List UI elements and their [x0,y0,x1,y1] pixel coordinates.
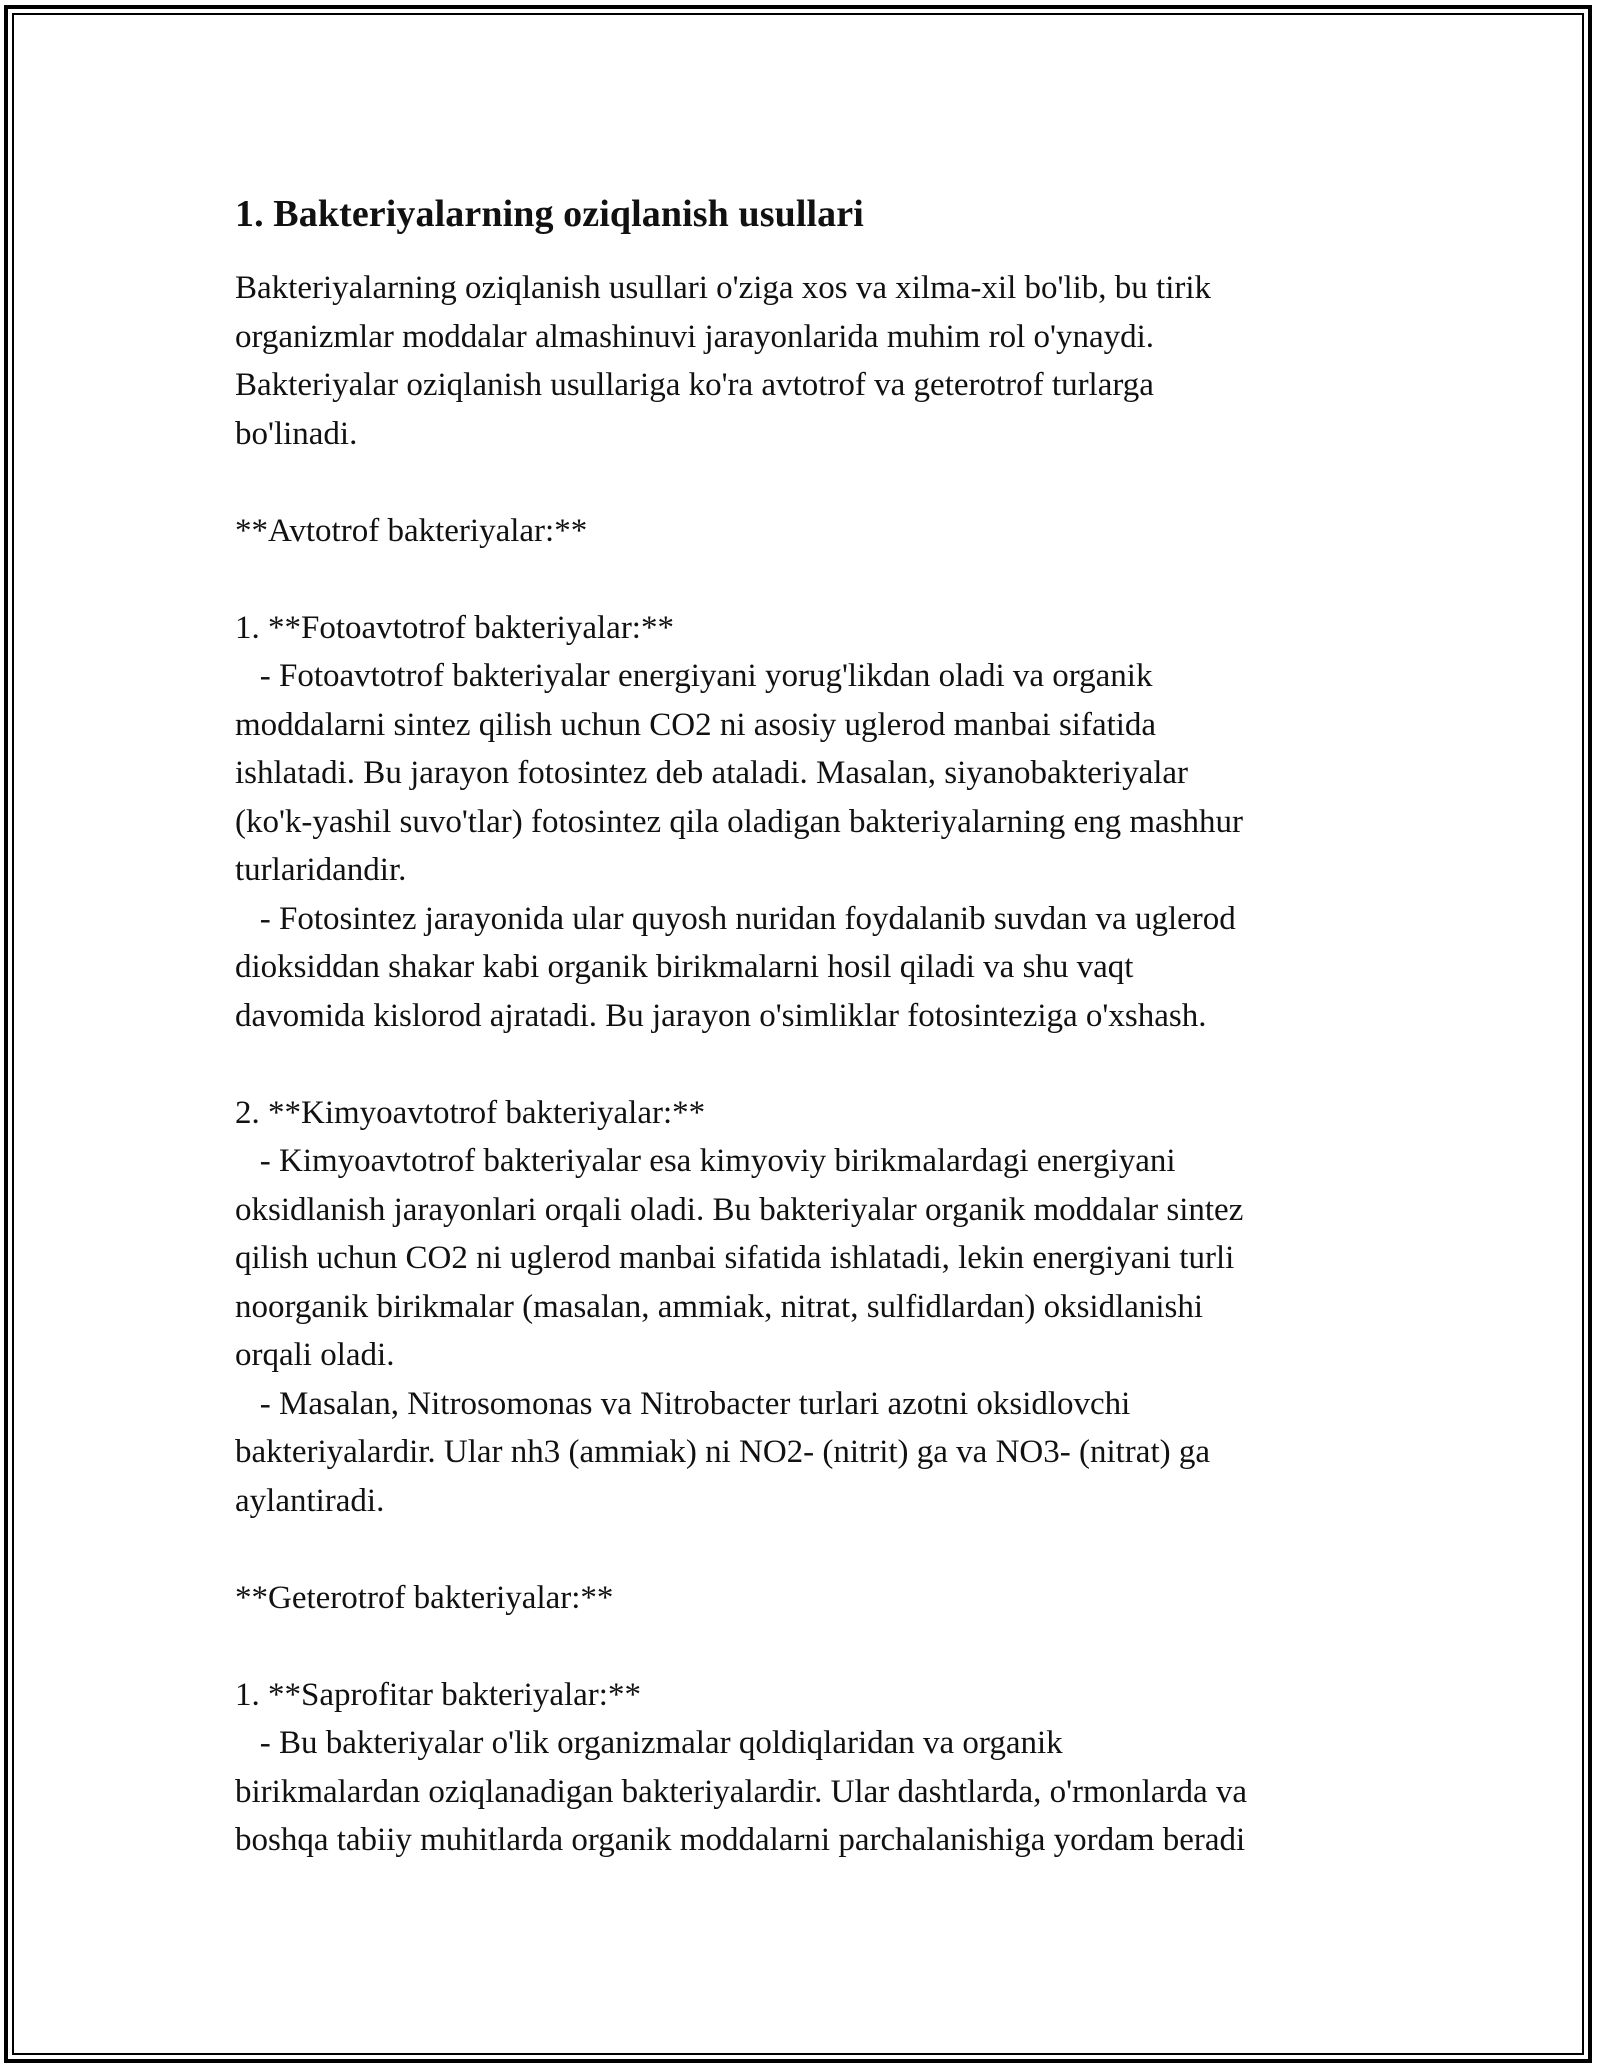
paragraph-spacer [235,555,1375,604]
heterotroph-section-heading: **Geterotrof bakteriyalar:** [235,1579,614,1616]
photoautotroph-point-2: - Fotosintez jarayonida ular quyosh nuridan foydalanib suvdan va uglerod dioksiddan shakar kabi organik birikmalarni hosil qiladi va shu vaqt davomida kislorod ajratadi. Bu jarayon o'simliklar fotosinteziga o'xshash. [235,900,1236,1034]
paragraph-spacer [235,1040,1375,1089]
chemoautotroph-point-2: - Masalan, Nitrosomonas va Nitrobacter turlari azotni oksidlovchi bakteriyalardir. Ular nh3 (ammiak) ni NO2- (nitrit) ga va NO3- (nitrat) ga aylantiradi. [235,1385,1210,1519]
intro-paragraph: Bakteriyalarning oziqlanish usullari o'ziga xos va xilma-xil bo'lib, bu tirik organizmlar moddalar almashinuvi jarayonlarida muhim rol o'ynaydi. Bakteriyalar oziqlanish usullariga ko'ra avtotrof va geterotrof turlarga bo'linadi. [235,270,1212,452]
paragraph-spacer [235,458,1375,507]
saprophyte-point-1: - Bu bakteriyalar o'lik organizmalar qoldiqlaridan va organik birikmalardan oziqlanadigan bakteriyalardir. Ular dashtlarda, o'rmonlarda va boshqa tabiiy muhitlarda organik moddalarni parchalanishiga yordam beradi [235,1725,1248,1858]
page-title: 1. Bakteriyalarning oziqlanish usullari [235,193,864,235]
photoautotroph-item-heading: 1. **Fotoavtotrof bakteriyalar:** [235,609,674,646]
document-body [235,188,1375,1865]
chemoautotroph-point-1: - Kimyoavtotrof bakteriyalar esa kimyoviy birikmalardagi energiyani oksidlanish jarayonlari orqali oladi. Bu bakteriyalar organik moddalar sintez qilish uchun CO2 ni uglerod manbai sifatida ishlatadi, lekin energiyani turli noorganik birikmalar (masalan, ammiak, nitrat, sulfidlardan) oksidlanishi orqali oladi. [235,1143,1244,1373]
chemoautotroph-item-heading: 2. **Kimyoavtotrof bakteriyalar:** [235,1094,706,1131]
saprophyte-item-heading: 1. **Saprofitar bakteriyalar:** [235,1676,641,1713]
paragraph-spacer [235,1622,1375,1671]
paragraph-spacer [235,1525,1375,1574]
autotroph-section-heading: **Avtotrof bakteriyalar:** [235,512,588,549]
photoautotroph-point-1: - Fotoavtotrof bakteriyalar energiyani yorug'likdan oladi va organik moddalarni sintez qilish uchun CO2 ni asosiy uglerod manbai sifatida ishlatadi. Bu jarayon fotosintez deb ataladi. Masalan, siyanobakteriyalar (ko'k-yashil suvo'tlar) fotosintez qila oladigan bakteriyalarning eng mashhur turlaridandir. [235,658,1244,888]
